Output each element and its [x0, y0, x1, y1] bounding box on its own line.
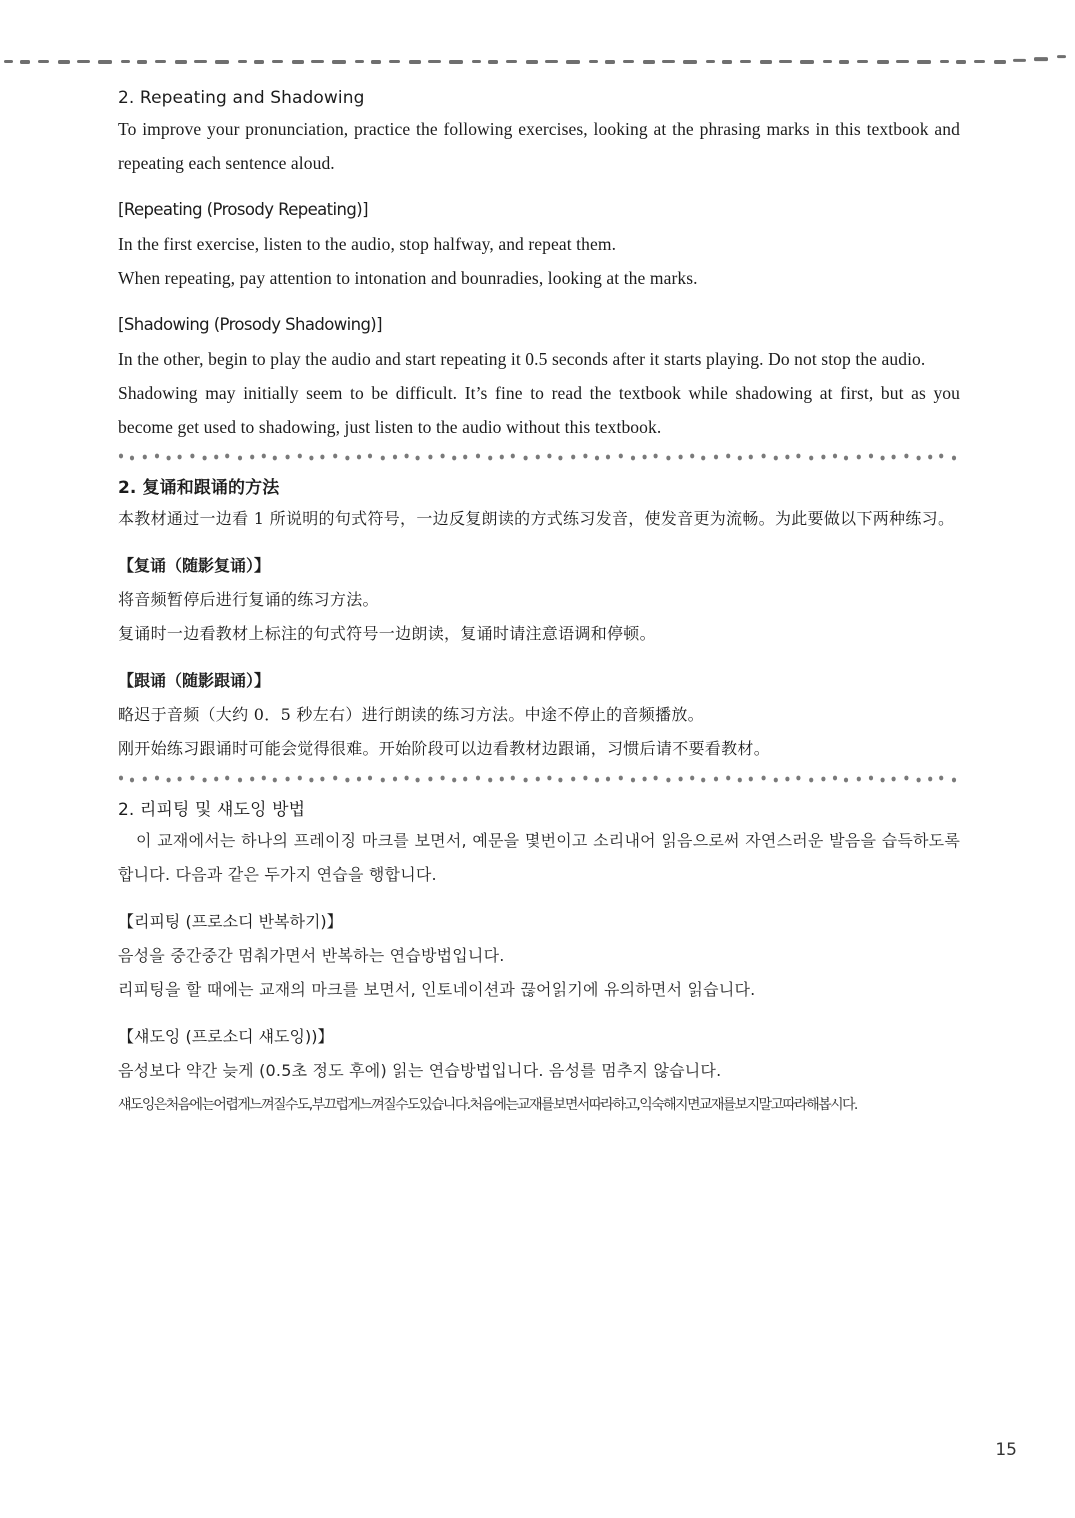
chinese-heading: 2. 复诵和跟诵的方法: [118, 478, 280, 498]
english-section: [118, 84, 960, 444]
english-repeating-line-1: In the first exercise, listen to the audio, stop halfway, and repeat them.: [118, 234, 617, 254]
korean-section: [118, 796, 960, 1122]
korean-shadowing-line-2: 섀도잉은처음에는어렵게느껴질수도,부끄럽게느껴질수도있습니다.처음에는교재를보면서따라하고,익숙해지면교재를보지말고따라해봅시다.: [118, 1097, 857, 1113]
english-repeating-title: [Repeating (Prosody Repeating)]: [118, 200, 368, 219]
chinese-section: [118, 474, 960, 766]
chinese-repeating-line-1: 将音频暂停后进行复诵的练习方法。: [118, 590, 379, 609]
dotted-divider-2: [118, 772, 960, 786]
korean-intro: 이 교재에서는 하나의 프레이징 마크를 보면서, 예문을 몇번이고 소리내어 읽음으로써 자연스러운 발음을 습득하도록 합니다. 다음과 같은 두가지 연습을 행합니다.: [118, 831, 960, 884]
english-shadowing-title: [Shadowing (Prosody Shadowing)]: [118, 315, 382, 334]
english-shadowing-line-1: In the other, begin to play the audio and start repeating it 0.5 seconds after it starts playing. Do not stop the audio.: [118, 349, 926, 369]
korean-repeating-title: 【리피팅 (프로소디 반복하기)】: [118, 912, 343, 931]
top-dashed-border: [0, 46, 1075, 76]
korean-repeating-line-1: 음성을 중간중간 멈춰가면서 반복하는 연습방법입니다.: [118, 946, 505, 965]
korean-repeating-line-2: 리피팅을 할 때에는 교재의 마크를 보면서, 인토네이션과 끊어읽기에 유의하면서 읽습니다.: [118, 980, 756, 999]
english-intro: To improve your pronunciation, practice the following exercises, looking at the phrasing marks in this textbook and repeating each sentence aloud.: [118, 119, 960, 173]
chinese-intro: 本教材通过一边看 1 所说明的句式符号，一边反复朗读的方式练习发音，使发音更为流畅。为此要做以下两种练习。: [118, 509, 955, 528]
chinese-repeating-title: 【复诵（随影复诵）】: [118, 556, 271, 575]
english-shadowing-line-2: Shadowing may initially seem to be difficult. It’s fine to read the textbook while shadowing at first, but as you become get used to shadowing, just listen to the audio without this textbook.: [118, 383, 960, 437]
english-heading: 2. Repeating and Shadowing: [118, 88, 365, 108]
chinese-repeating-line-2: 复诵时一边看教材上标注的句式符号一边朗读，复诵时请注意语调和停顿。: [118, 624, 656, 643]
dotted-divider-1: [118, 450, 960, 464]
korean-shadowing-title: 【섀도잉 (프로소디 섀도잉))】: [118, 1027, 334, 1046]
korean-heading: 2. 리피팅 및 섀도잉 방법: [118, 800, 306, 820]
page-number: 15: [995, 1440, 1017, 1460]
page-content: [118, 84, 960, 1122]
korean-shadowing-line-1: 음성보다 약간 늦게 (0.5초 정도 후에) 읽는 연습방법입니다. 음성를 멈추지 않습니다.: [118, 1061, 722, 1080]
chinese-shadowing-line-2: 刚开始练习跟诵时可能会觉得很难。开始阶段可以边看教材边跟诵，习惯后请不要看教材。: [118, 739, 771, 758]
english-repeating-line-2: When repeating, pay attention to intonation and bounradies, looking at the marks.: [118, 268, 698, 288]
chinese-shadowing-title: 【跟诵（随影跟诵）】: [118, 671, 271, 690]
chinese-shadowing-line-1: 略迟于音频（大约 0．5 秒左右）进行朗读的练习方法。中途不停止的音频播放。: [118, 705, 704, 724]
